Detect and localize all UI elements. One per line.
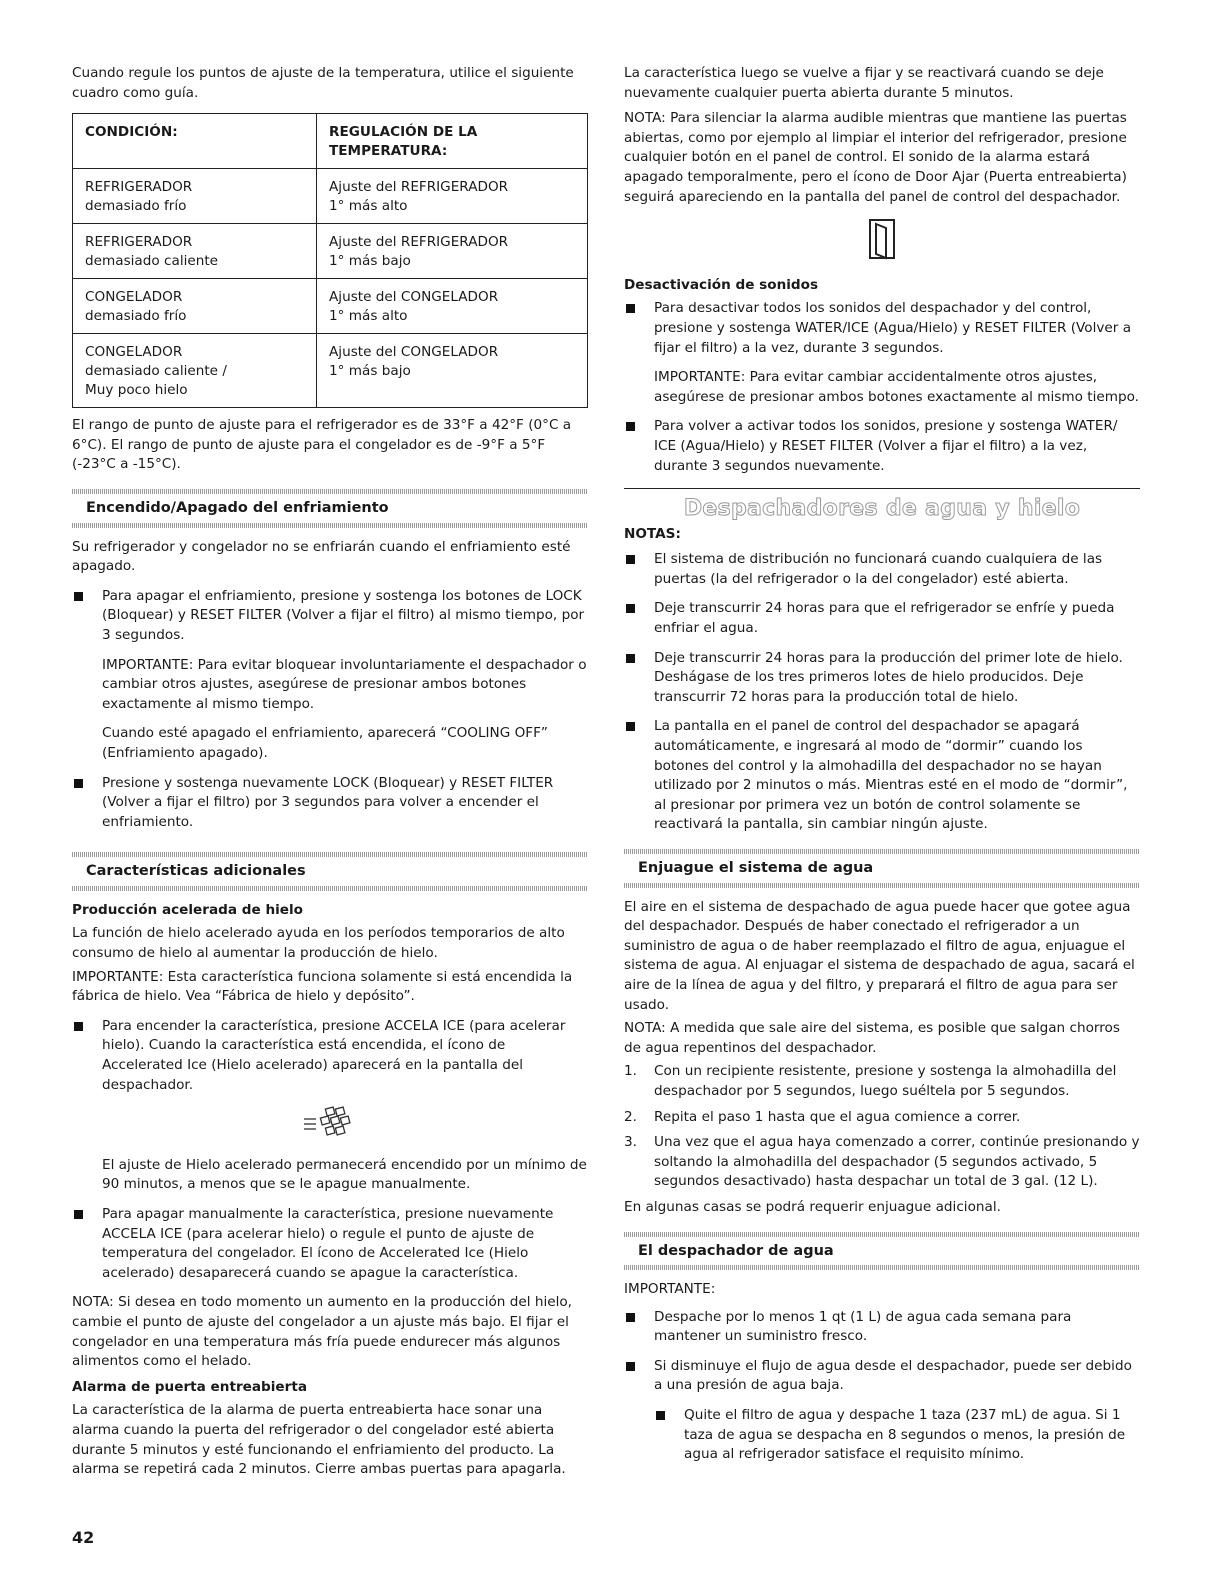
table-cell: CONGELADOR demasiado caliente / Muy poco hielo — [73, 334, 317, 408]
important-text: Esta característica funciona solamente si está encendida la fábrica de hielo. Vea “Fábrica de hielo y depósito”. — [72, 968, 573, 1005]
bullet-item: Para desactivar todos los sonidos del despachador y del control, presione y sostenga WATER/ICE (Agua/Hielo) y RESET FILTER (Volver a fijar el filtro) a la vez, durante 3 segundos. — [624, 299, 1140, 358]
section-rule — [624, 1265, 1140, 1270]
table-intro: Cuando regule los puntos de ajuste de la temperatura, utilice el siguiente cuadro como guía. — [72, 65, 574, 101]
section-title: Enjuague el sistema de agua — [638, 860, 874, 876]
important-label: IMPORTANTE: — [72, 968, 164, 985]
bullet-item: Deje transcurrir 24 horas para que el refrigerador se enfríe y pueda enfriar el agua. — [624, 599, 1140, 638]
note-text: Para silenciar la alarma audible mientras que mantiene las puertas abiertas, como por ejemplo al limpiar el interior del refrigerador, presione cualquier botón en el panel de control. El sonido de la alarma estará apagado temporalmente, pero el ícono de Door Ajar (Puerta entreabierta) seguirá apareciendo en la pantalla del panel de control del despachador. — [624, 110, 1127, 205]
subheading: Producción acelerada de hielo — [72, 901, 304, 918]
table-cell: Ajuste del CONGELADOR 1° más bajo — [317, 334, 588, 408]
paragraph: El ajuste de Hielo acelerado permanecerá encendido por un mínimo de 90 minutos, a menos que se le apague manualmente. — [102, 1156, 587, 1193]
table-cell: Ajuste del CONGELADOR 1° más alto — [317, 279, 588, 334]
table-header-row — [73, 114, 588, 169]
note-text: Si desea en todo momento un aumento en la producción del hielo, cambie el punto de ajuste del congelador a un ajuste más bajo. El fijar el congelador en una temperatura más fría puede endurecer más algunos alimentos como el helado. — [72, 1294, 572, 1370]
bullet-item: Para apagar manualmente la característica, presione nuevamente ACCELA ICE (para acelerar hielo) o regule el punto de ajuste de temperatura del congelador. El ícono de Accelerated Ice (Hielo acelerado) desaparecerá cuando se apague la característica. — [72, 1205, 588, 1283]
sub-bullet-item: Quite el filtro de agua y despache 1 taza (237 mL) de agua. Si 1 taza de agua se despacha en 8 segundos o menos, la presión de agua al refrigerador satisface el requisito mínimo. — [624, 1406, 1140, 1465]
table-cell: REFRIGERADOR demasiado caliente — [73, 224, 317, 279]
section-title: El despachador de agua — [638, 1242, 834, 1259]
subheading: Alarma de puerta entreabierta — [72, 1378, 308, 1395]
important-text: Para evitar bloquear involuntariamente el despachador o cambiar otros ajustes, asegúrese de presionar ambos botones exactamente al mismo tiempo. — [102, 656, 587, 712]
note-label: NOTA: — [624, 110, 666, 127]
door-ajar-icon — [624, 217, 1140, 268]
table-row — [73, 169, 588, 224]
section-rule — [624, 883, 1140, 888]
bullet-item: Para encender la característica, presione ACCELA ICE (para acelerar hielo). Cuando la característica está encendida, el ícono de Accelerated Ice (Hielo acelerado) aparecerá en la pantalla del despachador. — [72, 1017, 588, 1095]
step-text: Repita el paso 1 hasta que el agua comience a correr. — [654, 1108, 1021, 1125]
bullet-item: Para apagar el enfriamiento, presione y sostenga los botones de LOCK (Bloquear) y RESET FILTER (Volver a fijar el filtro) al mismo tiempo, por 3 segundos. — [72, 587, 588, 646]
header-condition: CONDICIÓN: — [73, 114, 317, 169]
setpoint-range-text: El rango de punto de ajuste para el refrigerador es de 33°F a 42°F (0°C a 6°C). El rango de punto de ajuste para el congelador es de -9°F a 5°F (-23°C a -15°C). — [72, 417, 572, 473]
paragraph: Su refrigerador y congelador no se enfriarán cuando el enfriamiento esté apagado. — [72, 538, 571, 575]
step-text: Con un recipiente resistente, presione y sostenga la almohadilla del despachador por 5 segundos, luego suéltela por 5 segundos. — [654, 1063, 1117, 1099]
note — [72, 1293, 588, 1371]
step-item — [624, 1133, 1140, 1192]
bullet-item: Despache por lo menos 1 qt (1 L) de agua cada semana para mantener un suministro fresco. — [624, 1308, 1140, 1347]
important-text: Para evitar cambiar accidentalmente otros ajustes, asegúrese de presionar ambos botones exactamente al mismo tiempo. — [654, 369, 1139, 405]
step-item — [624, 1062, 1140, 1101]
important-note — [624, 368, 1140, 407]
note-label: NOTA: — [624, 1020, 666, 1037]
step-number: 2. — [624, 1108, 637, 1125]
note — [624, 1019, 1140, 1058]
important-label: IMPORTANTE: — [654, 369, 746, 386]
important-label: IMPORTANTE: — [102, 656, 194, 673]
section-features-header — [72, 852, 588, 891]
step-number: 1. — [624, 1063, 637, 1080]
table-cell: CONGELADOR demasiado frío — [73, 279, 317, 334]
page-number: 42 — [72, 1528, 95, 1547]
accelerated-ice-icon-graphic — [300, 1105, 360, 1141]
step-item — [624, 1108, 1140, 1128]
table-row — [73, 224, 588, 279]
bullet-item: Presione y sostenga nuevamente LOCK (Bloquear) y RESET FILTER (Volver a fijar el filtro) por 3 segundos para volver a encender el enfriamiento. — [72, 774, 588, 833]
paragraph: El aire en el sistema de despachado de agua puede hacer que gotee agua del despachador. Después de haber conectado el refrigerador a un suministro de agua o de haber reemplazado el filtro de agua, enjuague el sistema de agua. Al enjuagar el sistema de despachado de agua, sacará el aire de la línea de agua y del filtro, y preparará el filtro de agua para ser usado. — [624, 898, 1135, 1013]
header-regulation: REGULACIÓN DE LA TEMPERATURA: — [317, 114, 588, 169]
table-row — [73, 279, 588, 334]
step-text: Una vez que el agua haya comenzado a correr, continúe presionando y soltando la almohadilla del despachador (5 segundos activado, 5 segundos desactivado) hasta despachar un total de 3 gal. (12 L). — [654, 1134, 1140, 1190]
notes-label: NOTAS: — [624, 525, 681, 542]
important-label: IMPORTANTE: — [624, 1281, 716, 1298]
left-column — [72, 64, 588, 1490]
bullet-item: El sistema de distribución no funcionará cuando cualquiera de las puertas (la del refrigerador o la del congelador) esté abierta. — [624, 550, 1140, 589]
section-rule — [72, 523, 588, 528]
accelerated-ice-icon — [72, 1105, 588, 1148]
note-label: NOTA: — [72, 1294, 114, 1311]
section-title: Características adicionales — [86, 863, 306, 880]
bullet-item: La pantalla en el panel de control del despachador se apagará automáticamente, e ingresará al modo de “dormir” cuando los botones del control y la almohadilla del despachador no se hayan utilizado por 2 minutos o más. Mientras esté en el modo de “dormir”, al presionar por primera vez un botón de control solamente se reactivará la pantalla, sin cambiar ningún ajuste. — [624, 717, 1140, 835]
table-cell: REFRIGERADOR demasiado frío — [73, 169, 317, 224]
section-cooling-header — [72, 489, 588, 528]
temperature-guide-table — [72, 113, 588, 408]
important-note — [72, 656, 588, 715]
door-ajar-icon-graphic — [867, 217, 897, 261]
table-row — [73, 334, 588, 408]
dispensers-title: Despachadores de agua y hielo — [683, 496, 1081, 522]
section-rule — [72, 886, 588, 891]
bullet-item: Si disminuye el flujo de agua desde el despachador, puede ser debido a una presión de agua baja. — [624, 1357, 1140, 1396]
paragraph: En algunas casas se podrá requerir enjuague adicional. — [624, 1198, 1001, 1215]
section-water-header — [624, 1232, 1140, 1271]
table-cell: Ajuste del REFRIGERADOR 1° más bajo — [317, 224, 588, 279]
note — [624, 109, 1140, 207]
table-cell: Ajuste del REFRIGERADOR 1° más alto — [317, 169, 588, 224]
paragraph: La característica luego se vuelve a fijar y se reactivará cuando se deje nuevamente cualquier puerta abierta durante 5 minutos. — [624, 65, 1104, 101]
paragraph: Cuando esté apagado el enfriamiento, aparecerá “COOLING OFF” (Enfriamiento apagado). — [102, 725, 548, 761]
important-note — [72, 968, 588, 1007]
note-text: A medida que sale aire del sistema, es posible que salgan chorros de agua repentinos del despachador. — [624, 1020, 1120, 1056]
paragraph: La función de hielo acelerado ayuda en los períodos temporarios de alto consumo de hielo al aumentar la producción de hielo. — [72, 925, 565, 962]
divider — [624, 488, 1140, 489]
paragraph: La característica de la alarma de puerta entreabierta hace sonar una alarma cuando la puerta del refrigerador o del congelador esté abierta durante 5 minutos y esté funcionando el enfriamiento del producto. La alarma se repetirá cada 2 minutos. Cierre ambas puertas para apagarla. — [72, 1402, 566, 1478]
right-column — [624, 64, 1140, 1475]
subheading: Desactivación de sonidos — [624, 276, 819, 293]
bullet-item: Deje transcurrir 24 horas para la producción del primer lote de hielo. Deshágase de los tres primeros lotes de hielo producidos. Deje transcurrir 72 horas para la producción total de hielo. — [624, 649, 1140, 708]
step-number: 3. — [624, 1134, 637, 1151]
section-title: Encendido/Apagado del enfriamiento — [86, 499, 389, 516]
bullet-item: Para volver a activar todos los sonidos, presione y sostenga WATER/ ICE (Agua/Hielo) y RESET FILTER (Volver a fijar el filtro) a la vez, durante 3 segundos nuevamente. — [624, 417, 1140, 476]
section-rinse-header — [624, 849, 1140, 888]
